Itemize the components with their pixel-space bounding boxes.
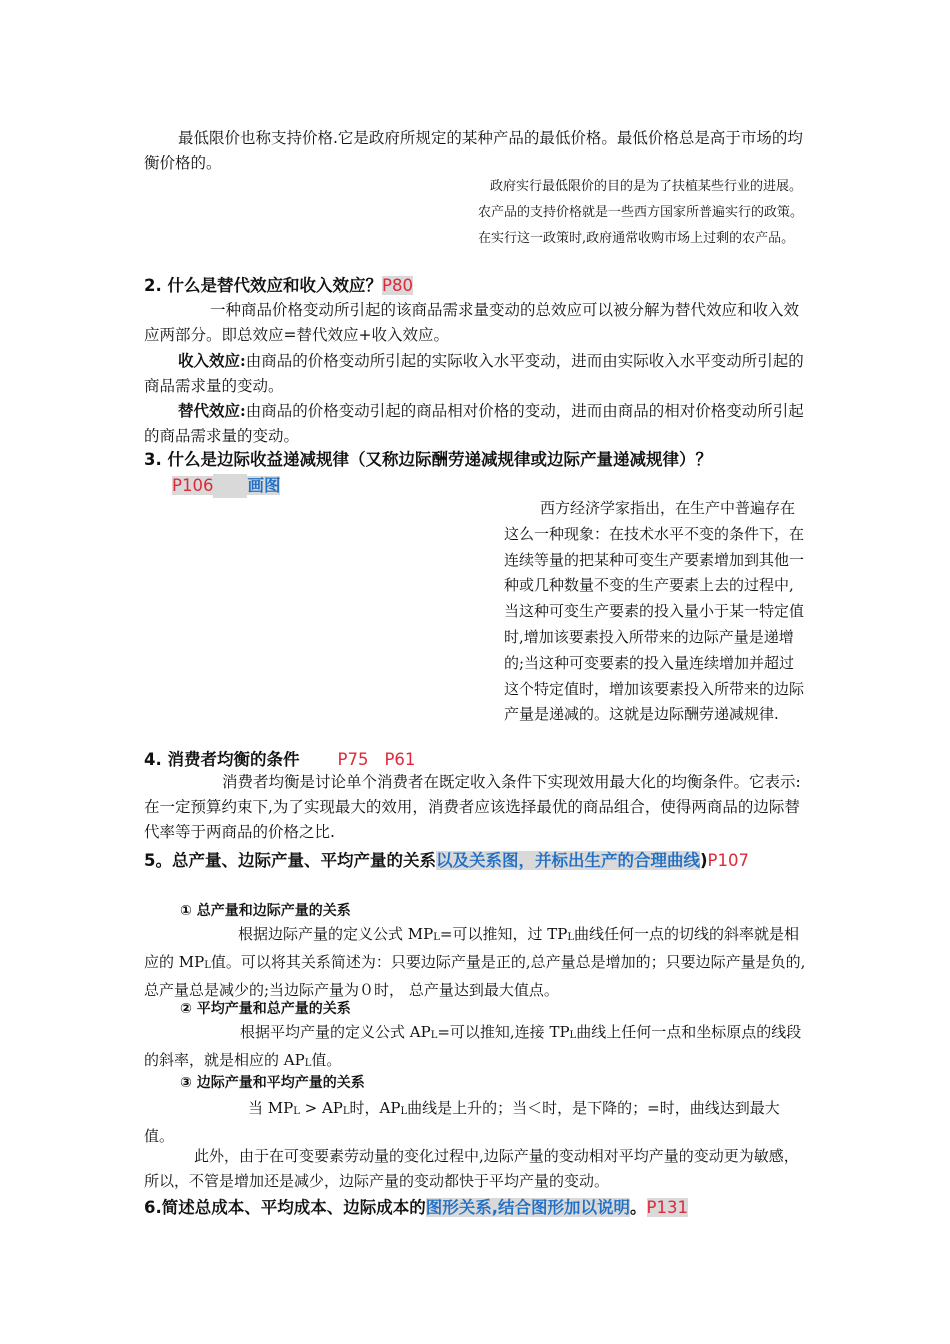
q3-heading: 3. 什么是边际收益递减规律（又称边际酬劳递减规律或边际产量递减规律）？ bbox=[144, 450, 712, 469]
q6-page-ref: P131 bbox=[646, 1198, 688, 1217]
min-price-purpose-paragraph: 政府实行最低限价的目的是为了扶植某些行业的进展。农产品的支持价格就是一些西方国家所普遍实行的政策。在实行这一政策时,政府通常收购市场上过剩的农产品。 bbox=[478, 179, 804, 246]
q4-heading: 4. 消费者均衡的条件 P75 P61 bbox=[144, 750, 416, 769]
income-effect-label: 收入效应: bbox=[178, 351, 246, 370]
q5-extra-paragraph: 此外，由于在可变要素劳动量的变化过程中,边际产量的变动相对平均产量的变动更为敏感，所以，不管是增加还是减少，边际产量的变动都快于平均产量的变动。 bbox=[144, 1147, 799, 1190]
income-effect-paragraph: 收入效应:由商品的价格变动所引起的实际收入水平变动，进而由实际收入水平变动所引起的商品需求量的变动。 bbox=[144, 351, 804, 395]
q5-heading: 5。总产量、边际产量、平均产量的关系以及关系图，并标出生产的合理曲线)P107 bbox=[144, 851, 749, 870]
q5-section-3-text: 当 $MP_L > AP_L$时，$AP_L$曲线是上升的；当＜时，是下降的；=时，曲线达到最大值。 bbox=[144, 1099, 780, 1145]
q2-page-ref: P80 bbox=[382, 276, 413, 295]
q5-heading-highlight: 以及关系图，并标出生产的合理曲线 bbox=[435, 851, 700, 870]
q6-heading-highlight: 图形关系,结合图形加以说明 bbox=[425, 1198, 631, 1217]
q4-page-ref-1: P75 bbox=[337, 750, 369, 769]
min-price-paragraph: 最低限价也称支持价格.它是政府所规定的某种产品的最低价格。最低价格总是高于市场的均衡价格的。 bbox=[144, 129, 803, 172]
q5-section-1-text: 根据边际产量的定义公式 $MP_L=$可以推知，过 $TP_L$曲线任何一点的切线的斜率就是相应的 $MP_L$值。可以将其关系简述为：只要边际产量是正的,总产量总是增加的；只要边际产量是负的,总产量总是减少的;当边际产量为０时， 总产量达到最大值点。 bbox=[144, 925, 806, 999]
q6-heading: 6.简述总成本、平均成本、边际成本的图形关系,结合图形加以说明。P131 bbox=[144, 1198, 688, 1217]
q5-page-ref: P107 bbox=[707, 851, 749, 870]
q5-section-1-title: ① 总产量和边际产量的关系 bbox=[180, 903, 351, 919]
q2-paragraph: 一种商品价格变动所引起的该商品需求量变动的总效应可以被分解为替代效应和收入效应两部分。即总效应=替代效应+收入效应。 bbox=[144, 301, 800, 344]
substitution-effect-label: 替代效应: bbox=[178, 401, 246, 420]
q3-body: 西方经济学家指出，在生产中普遍存在这么一种现象：在技术水平不变的条件下，在连续等量的把某种可变生产要素增加到其他一种或几种数量不变的生产要素上去的过程中,当这种可变生产要素的投入量小于某一特定值时,增加该要素投入所带来的边际产量是递增的;当这种可变要素的投入量连续增加并超过这个特定值时，增加该要素投入所带来的边际产量是递减的。这就是边际酬劳递减规律. bbox=[504, 499, 805, 724]
q3-refs bbox=[172, 474, 280, 498]
q4-paragraph: 消费者均衡是讨论单个消费者在既定收入条件下实现效用最大化的均衡条件。它表示:在一定预算约束下,为了实现最大的效用，消费者应该选择最优的商品组合，使得两商品的边际替代率等于两商品的价格之比. bbox=[144, 773, 801, 841]
q4-page-ref-2: P61 bbox=[384, 750, 416, 769]
substitution-effect-paragraph: 替代效应:由商品的价格变动引起的商品相对价格的变动，进而由商品的相对价格变动所引起的商品需求量的变动。 bbox=[144, 401, 804, 445]
q5-section-2-title: ② 平均产量和总产量的关系 bbox=[180, 1001, 351, 1017]
q3-page-ref: P106 bbox=[172, 476, 214, 495]
q5-section-2-text: 根据平均产量的定义公式 $AP_L=$可以推知,连接 $TP_L$曲线上任何一点和坐标原点的线段的斜率，就是相应的 $AP_L$值。 bbox=[144, 1023, 802, 1069]
q5-section-3-title: ③ 边际产量和平均产量的关系 bbox=[180, 1075, 365, 1091]
draw-note: 画图 bbox=[247, 476, 281, 495]
q2-heading: 2. 什么是替代效应和收入效应？P80 bbox=[144, 276, 413, 295]
